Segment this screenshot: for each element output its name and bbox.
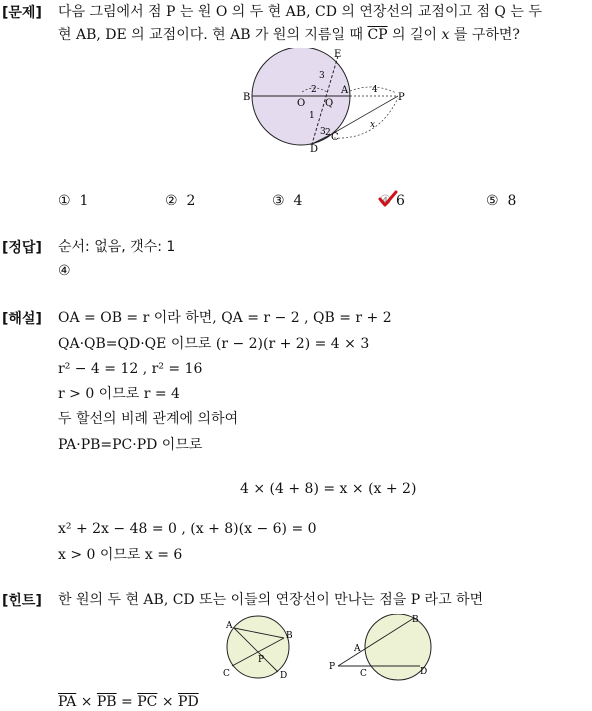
choice-5: ⑤ 8 (486, 193, 517, 209)
choice-2: ② 2 (165, 193, 196, 209)
hint-formula: $\overline{PA} \times \overline{PB} = \overline{PC} \times \overline{PD}$ (58, 694, 199, 710)
svg-text:D: D (280, 671, 288, 681)
solution-line-3: r² − 4 = 12 , r² = 16 (58, 361, 203, 377)
solution-equation: 4 × (4 + 8) = x × (x + 2) (240, 481, 417, 497)
svg-text:C: C (223, 669, 230, 679)
label-d: D (310, 144, 319, 154)
label-3a: 3 (319, 71, 325, 81)
svg-text:A: A (354, 644, 361, 654)
svg-text:B: B (412, 615, 419, 625)
solution-line-4: r > 0 이므로 r = 4 (58, 386, 180, 402)
answer-line-1: 순서: 없음, 갯수: 1 (58, 239, 176, 255)
check-mark-icon (378, 190, 398, 208)
choice-4: ④ 6 (379, 193, 405, 209)
problem-line-2: 현 AB, DE 의 교점이다. 현 AB 가 원의 지름일 때 $\overline{CP}$ 의 길이 x 를 구하면? (58, 27, 520, 43)
label-3b: 3 (320, 127, 326, 137)
svg-text:D: D (420, 667, 428, 677)
solution-tag: [해설] (2, 311, 42, 327)
answer-tag: [정답] (2, 240, 42, 256)
label-b: B (243, 92, 251, 103)
solution-line-8: x² + 2x − 48 = 0 , (x + 8)(x − 6) = 0 (58, 521, 317, 537)
problem-line-1: 다음 그림에서 점 P 는 원 O 의 두 현 AB, CD 의 연장선의 교점이고 점 Q 는 두 (58, 4, 542, 20)
label-p: P (398, 92, 405, 103)
svg-text:B: B (286, 631, 293, 641)
hint-figure-intersecting (220, 614, 298, 682)
svg-text:A: A (226, 621, 233, 631)
solution-line-6: PA·PB=PC·PD 이므로 (58, 437, 203, 453)
hint-figure-secants (328, 614, 438, 682)
svg-text:C: C (360, 669, 367, 679)
label-c: C (331, 132, 339, 143)
hint-text: 한 원의 두 현 AB, CD 또는 이들의 연장선이 만나는 점을 P 라고 하면 (58, 592, 484, 608)
choice-3: ③ 4 (272, 193, 303, 209)
problem-tag: [문제] (2, 5, 42, 21)
problem-figure (240, 48, 420, 154)
choice-1: ① 1 (58, 193, 89, 209)
svg-text:P: P (329, 662, 336, 672)
label-4: 4 (372, 85, 378, 95)
label-2b: 2 (325, 128, 331, 138)
label-x: x (370, 120, 376, 130)
label-a: A (341, 85, 349, 96)
svg-text:P: P (258, 655, 265, 665)
answer-line-2: ④ (58, 263, 71, 279)
label-o: O (297, 98, 306, 109)
solution-line-5: 두 할선의 비례 관계에 의하여 (58, 411, 239, 427)
label-2a: 2 (311, 85, 317, 95)
hint-tag: [힌트] (2, 593, 42, 609)
solution-line-2: QA·QB=QD·QE 이므로 (r − 2)(r + 2) = 4 × 3 (58, 336, 370, 352)
label-e: E (334, 49, 342, 60)
label-q: Q (325, 98, 334, 109)
solution-line-9: x > 0 이므로 x = 6 (58, 547, 183, 563)
label-1: 1 (309, 111, 315, 121)
solution-line-1: OA = OB = r 이라 하면, QA = r − 2 , QB = r + 2 (58, 310, 392, 326)
